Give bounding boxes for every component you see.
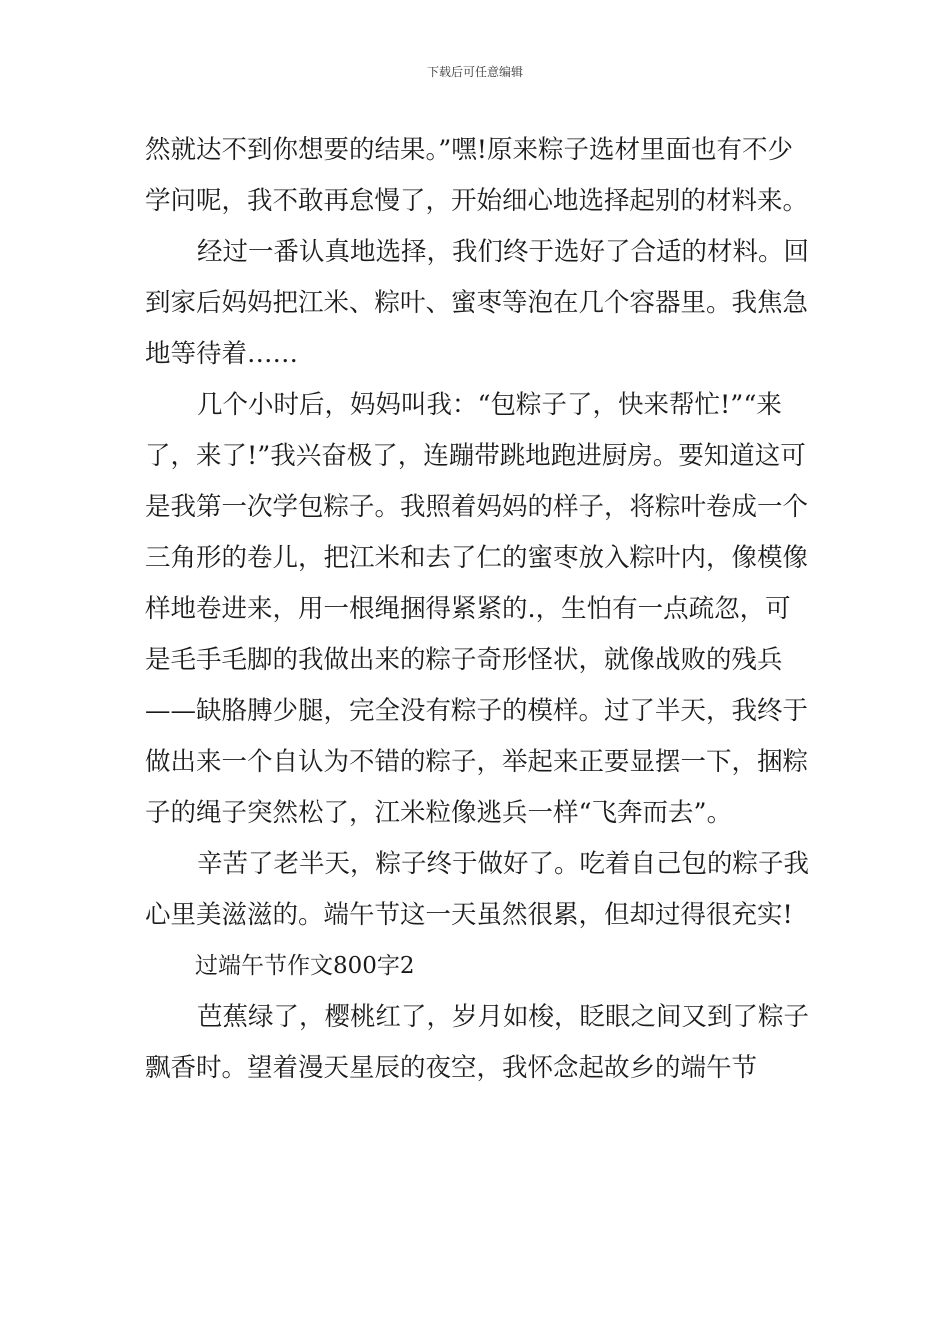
paragraph-essay-two-intro: 芭蕉绿了，樱桃红了，岁月如梭，眨眼之间又到了粽子飘香时。望着漫天星辰的夜空，我怀念起故乡的端午节 <box>145 1002 810 1083</box>
essay-subheading: 过端午节作文800字2 <box>195 953 415 979</box>
paragraph-making-zongzi: 几个小时后，妈妈叫我：“包粽子了，快来帮忙!”“来了，来了!”我兴奋极了，连蹦带跳地跑进厨房。要知道这可是我第一次学包粽子。我照着妈妈的样子，将粽叶卷成一个三角形的卷儿，把江米和去了仁的蜜枣放入粽叶内，像模像样地卷进来，用一根绳捆得紧紧的.，生怕有一点疏忽，可是毛手毛脚的我做出来的粽子奇形怪状，就像战败的残兵——缺胳膊少腿，完全没有粽子的模样。过了半天，我终于做出来一个自认为不错的粽子，举起来正要显摆一下，捆粽子的绳子突然松了，江米粒像逃兵一样“飞奔而去”。 <box>145 390 809 828</box>
page-header: 下载后可任意编辑 <box>426 65 523 79</box>
paragraph-continuation: 然就达不到你想要的结果。”嘿!原来粽子选材里面也有不少学问呢，我不敢再怠慢了，开始细心地选择起别的材料来。 <box>145 135 809 216</box>
document-body <box>145 125 810 1094</box>
paragraph-material-selection: 经过一番认真地选择，我们终于选好了合适的材料。回到家后妈妈把江米、粽叶、蜜枣等泡在几个容器里。我焦急地等待着…… <box>145 237 810 369</box>
paragraph-conclusion: 辛苦了老半天，粽子终于做好了。吃着自己包的粽子我心里美滋滋的。端午节这一天虽然很累，但却过得很充实! <box>145 849 810 930</box>
